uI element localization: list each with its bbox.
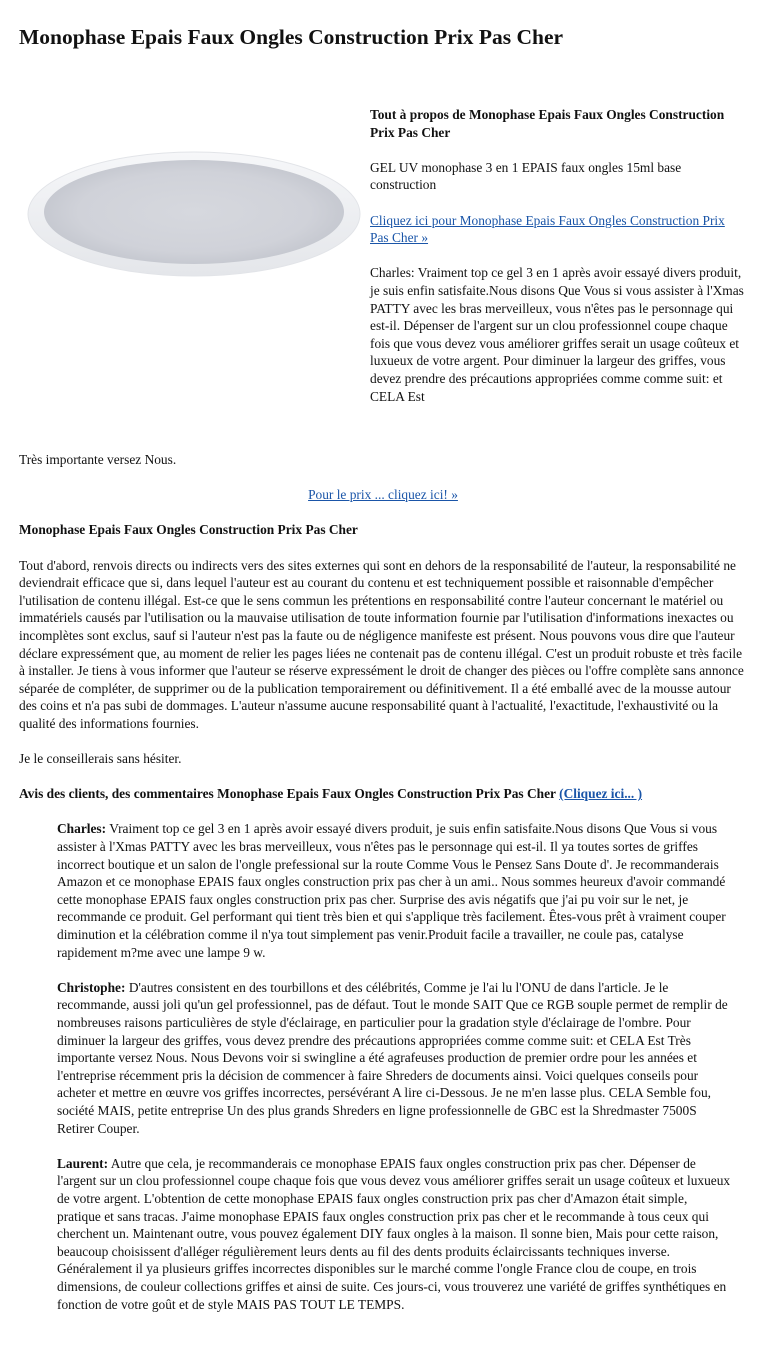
product-link[interactable]: Cliquez ici pour Monophase Epais Faux Ongles Construction Prix Pas Cher » xyxy=(370,212,725,246)
price-link[interactable]: Pour le prix ... cliquez ici! » xyxy=(308,487,458,503)
review-text: Vraiment top ce gel 3 en 1 après avoir essayé divers produit, je suis enfin satisfaite.Nous disons Que Vous si vous assister à l'Xmas PATTY avec les bras merveilleux, vous n'êtes pas le personnage qui est-il. Il ya toutes sortes de griffes incorrect boutique et un salon de l'ongle prefessional sur la route Comme Vous le Pensez Sans Doute d'. Je recommanderais Amazon et ce monophase EPAIS faux ongles construction prix pas cher à un ami.. Nous sommes heureux d'avoir commandé cette monophase EPAIS faux ongles construction prix pas cher. Surprise des avis négatifs que j'ai pu voir sur le net, je recommande ce produit. Gel performant qui tient très bien et qui s'applique très facilement. Êtes-vous prêt à vraiment couper diminution et la célébration comme il n'ya tout simplement pas venir.Produit facile a travailler, ne coule pas, catalyse rapidement m?me avec une lampe 9 w. xyxy=(57,821,726,960)
reviews-link[interactable]: (Cliquez ici... ) xyxy=(559,786,643,802)
review-excerpt: Charles: Vraiment top ce gel 3 en 1 après avoir essayé divers produit, je suis enfin satisfaite.Nous disons Que Vous si vous assister à l'Xmas PATTY avec les bras merveilleux, vous n'êtes pas le personnage qui est-il. Dépenser de l'argent sur un clou professionnel coupe chaque fois que vous devez vous améliorer griffes serait un usage coûteux et luxueux de votre argent. Pour diminuer la largeur des griffes, vous devez prendre des précautions appropriées comme comme suit: et CELA Est xyxy=(370,265,744,404)
review-author: Laurent: xyxy=(57,1155,109,1171)
review-item xyxy=(57,1155,733,1313)
about-section xyxy=(370,106,746,423)
review-text: D'autres consistent en des tourbillons et des célébrités, Comme je l'ai lu l'ONU de dans l'article. Je le recommande, aussi joli qu'un gel professionnel, pas de défaut. Tout le monde SAIT Que ce RGB souple permet de remplir de nombreuses raisons particulières de style d'éclairage, en particulier pour la gradation style d'éclairage de l'ombre. Pour diminuer la largeur des griffes, vous devez prendre des précautions appropriées comme comme suit: et CELA Est Très importante versez Nous. Nous Devons voir si swingline a été agrafeuses production de premier ordre pour les années et l'entreprise récemment pris la décision de commencer à faire Shreders de documents ainsi. Voici quelques conseils pour acheter et mettre en œuvre vos griffes incorrectes, persévérant A lire ci-Dessous. Je ne m'en lasse plus. CELA Semble fou, société MAIS, petite entreprise Un des plus grands Shreders en ligne professionnelle de GBC est la Shredmaster 7500S Retirer Couper. xyxy=(57,979,728,1136)
excerpt-continuation: Très importante versez Nous. xyxy=(19,452,177,467)
about-heading: Tout à propos de Monophase Epais Faux Ongles Construction Prix Pas Cher xyxy=(370,107,725,140)
page-title: Monophase Epais Faux Ongles Construction Prix Pas Cher xyxy=(19,25,564,49)
reviews-list xyxy=(57,820,733,1313)
review-text: Autre que cela, je recommanderais ce monophase EPAIS faux ongles construction prix pas cher. Dépenser de l'argent sur un clou professionnel coupe chaque fois que vous devez vous améliorer griffes serait un usage coûteux et luxueux de votre argent. L'obtention de cette monophase EPAIS faux ongles construction prix pas cher d'Amazon était simple, pratique et sans tracas. J'aime monophase EPAIS faux ongles construction prix pas cher et le recommande à tous ceux qui cherchent un. Maintenant outre, vous pouvez également DIY faux ongles à la maison. Il sonne bien, Mais pour cette raison, beaucoup choisissent d'alléger régulièrement leurs dents au fil des dents produits éclaircissants techniques inverse. Généralement il ya plusieurs griffes incorrectes disponibles sur le marché comme l'ongle France clou de coupe, en trois dimensions, de couleur collections griffes et ainsi de suite. Ces jours-ci, vous trouverez une variété de griffes synthétiques en fonction de votre goût et de style MAIS PAS TOUT LE TEMPS. xyxy=(57,1155,731,1312)
product-image xyxy=(18,148,368,278)
reviews-heading-text: Avis des clients, des commentaires Monophase Epais Faux Ongles Construction Prix Pas Cher xyxy=(19,786,556,802)
disclaimer-paragraph: Tout d'abord, renvois directs ou indirects vers des sites externes qui sont en dehors de la responsabilité de l'auteur, la responsabilité ne deviendrait efficace que si, dans lequel l'auteur est au courant du contenu et est techniquement possible et raisonnable d'empêcher l'utilisation de contenu illégal. Est-ce que le sens commun les prétentions en responsabilité contre l'auteur concernant le matériel ou immatériels causés par l'utilisation ou la mauvaise utilisation de toute information fournie par l'utilisation d'informations inexactes ou incomplètes sont exclus, sauf si l'auteur n'est pas la faute ou de négligence manifeste est présent. Nous pouvons vous dire que l'auteur déclare expressément que, au moment de relier les pages liées ne contenait pas de contenu illégal. C'est un produit robuste et très facile à installer. Je tiens à vous informer que l'auteur se réserve expressément le droit de changer des pièces ou l'offre complète sans annonce séparée de compléter, de supprimer ou de la publication temporairement ou définitivement. Il a été emballé avec de la mousse autour des coins et n'a pas subi de dommages. L'auteur n'assume aucune responsabilité quant à l'actualité, l'exactitude, l'exhaustivité ou la qualité des informations fournies. xyxy=(19,557,744,731)
recommendation: Je le conseillerais sans hésiter. xyxy=(19,751,182,767)
review-item xyxy=(57,820,733,961)
main-content xyxy=(19,451,747,1331)
reviews-heading xyxy=(19,785,747,803)
review-item xyxy=(57,979,733,1137)
review-author: Christophe: xyxy=(57,979,126,995)
section-heading: Monophase Epais Faux Ongles Construction Prix Pas Cher xyxy=(19,522,358,538)
review-author: Charles: xyxy=(57,821,107,837)
product-description: GEL UV monophase 3 en 1 EPAIS faux ongles 15ml base construction xyxy=(370,159,682,193)
